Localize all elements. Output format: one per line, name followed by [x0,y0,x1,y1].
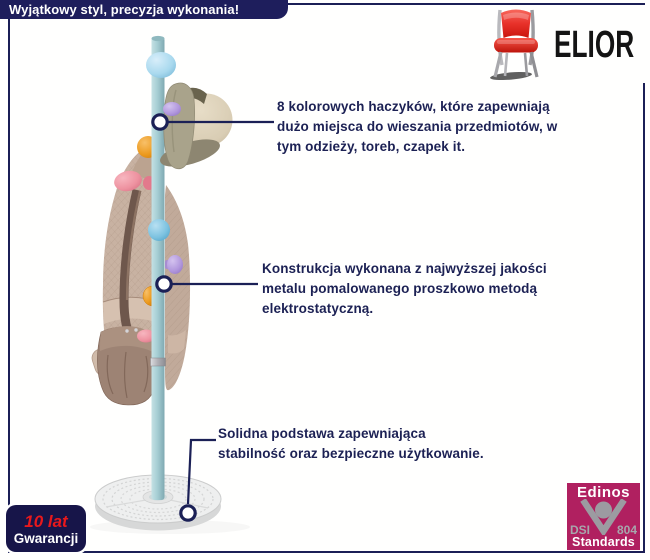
warranty-label: Gwarancji [13,530,79,546]
hook-ball-blue-mid [148,219,170,241]
metal-ring [151,358,166,366]
warranty-years: 10 lat [24,511,68,531]
annotation-construction [262,259,547,319]
annotation-line: elektrostatyczną. [262,301,374,316]
annotation-line: Konstrukcja wykonana z najwyższej jakości [262,261,547,276]
pole [151,36,166,500]
standards-dsi: DSI [570,523,591,537]
hat [157,83,232,172]
standards-brand: Edinos [576,484,630,501]
annotation-hooks [277,97,557,157]
standards-label: Standards [572,535,635,549]
hook-ball-blue-top [146,52,176,78]
annotation-line: metalu pomalowanego proszkowo metodą [262,281,538,296]
annotation-line: dużo miejsca do wieszania przedmiotów, w [277,119,558,134]
standards-badge [567,483,640,550]
standards-number: 804 [616,523,637,537]
annotation-line: tym odzieży, toreb, czapek it. [277,139,466,154]
brand-logo [486,5,646,83]
annotation-line: 8 kolorowych haczyków, które zapewniają [277,99,550,114]
annotation-line: stabilność oraz bezpieczne użytkowanie. [218,446,484,461]
headline-text: Wyjątkowy styl, precyzja wykonania! [9,2,240,17]
brand-name: ELIOR [554,22,635,65]
headline-banner [0,0,288,19]
red-chair-icon [486,7,546,81]
warranty-badge [6,505,86,552]
annotation-line: Solidna podstawa zapewniająca [218,426,426,441]
hook-ball-purple-top [163,102,181,116]
annotation-base [218,424,484,464]
